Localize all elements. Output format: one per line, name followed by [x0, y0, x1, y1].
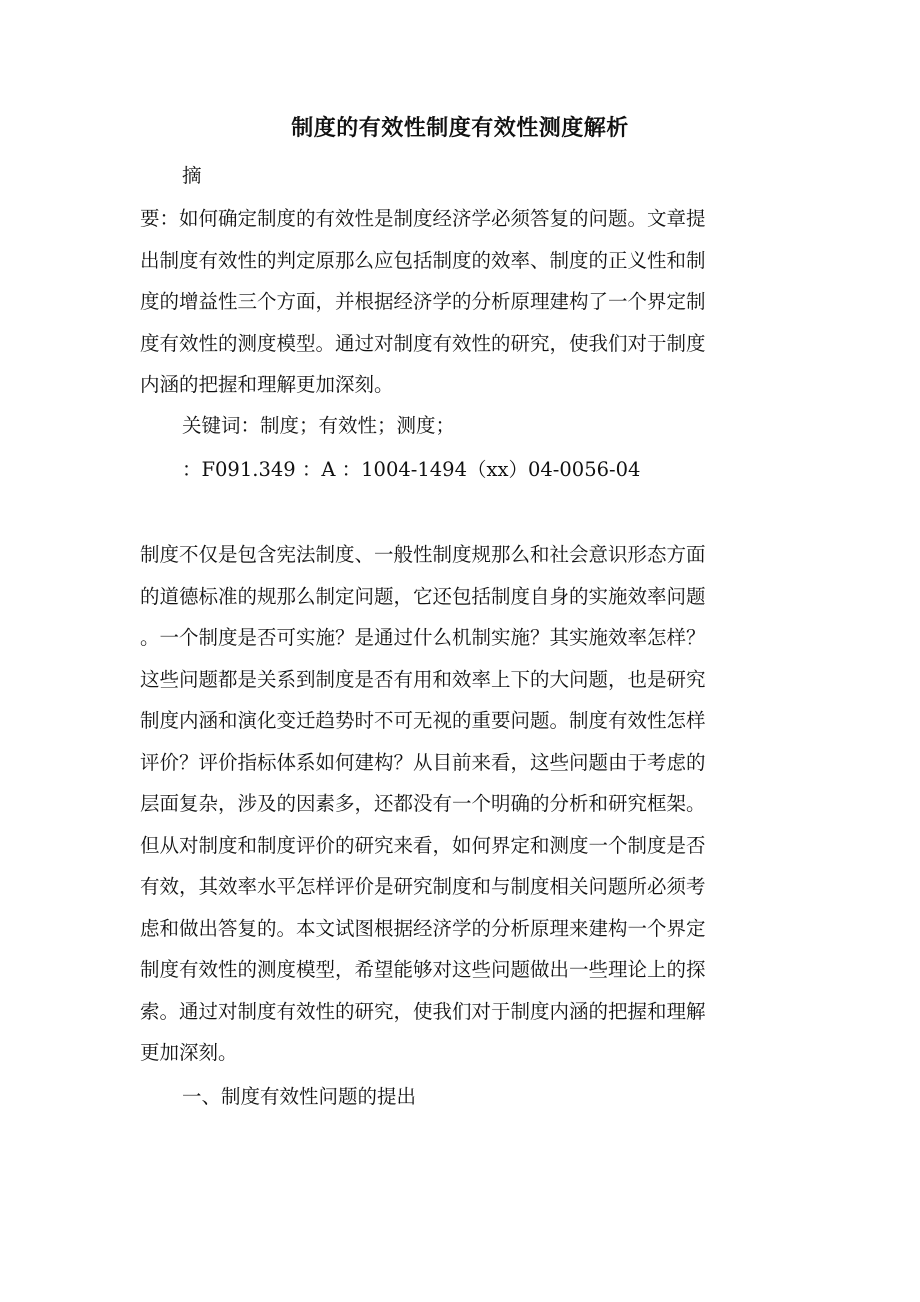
abstract-label: 摘 — [182, 164, 202, 187]
abstract-line: 内涵的把握和理解更加深刻。 — [140, 373, 394, 396]
body-line: 层面复杂，涉及的因素多，还都没有一个明确的分析和研究框架。 — [140, 792, 706, 815]
abstract-line: 度有效性的测度模型。通过对制度有效性的研究，使我们对于制度 — [140, 331, 706, 355]
classification-line: ：F091.349 ：A ：1004-1494（xx）04-0056-04 — [182, 458, 641, 481]
abstract-paragraph — [140, 198, 780, 406]
body-line: 制度有效性的测度模型，希望能够对这些问题做出一些理论上的探 — [140, 958, 706, 981]
body-line: 索。通过对制度有效性的研究，使我们对于制度内涵的把握和理解 — [140, 999, 706, 1023]
body-line: 但从对制度和制度评价的研究来看，如何界定和测度一个制度是否 — [140, 833, 706, 857]
body-paragraph — [140, 534, 780, 1074]
body-line: 的道德标准的规那么制定问题，它还包括制度自身的实施效率问题 — [140, 584, 706, 608]
body-line: 。一个制度是否可实施？是通过什么机制实施？其实施效率怎样？ — [140, 626, 706, 649]
document-title: 制度的有效性制度有效性测度解析 — [291, 115, 629, 141]
body-line: 制度内涵和演化变迁趋势时不可无视的重要问题。制度有效性怎样 — [140, 709, 706, 732]
abstract-line: 度的增益性三个方面，并根据经济学的分析原理建构了一个界定制 — [140, 290, 706, 313]
section-heading: 一、制度有效性问题的提出 — [182, 1085, 417, 1108]
body-line: 更加深刻。 — [140, 1041, 238, 1064]
body-line: 虑和做出答复的。本文试图根据经济学的分析原理来建构一个界定 — [140, 916, 706, 940]
keywords-line: 关键词：制度；有效性；测度； — [182, 414, 456, 437]
body-line: 评价？评价指标体系如何建构？从目前来看，这些问题由于考虑的 — [140, 750, 706, 774]
abstract-line: 出制度有效性的判定原那么应包括制度的效率、制度的正义性和制 — [140, 248, 706, 272]
body-line: 制度不仅是包含宪法制度、一般性制度规那么和社会意识形态方面 — [140, 543, 706, 566]
abstract-line: 要：如何确定制度的有效性是制度经济学必须答复的问题。文章提 — [140, 207, 706, 230]
body-line: 这些问题都是关系到制度是否有用和效率上下的大问题，也是研究 — [140, 667, 706, 691]
body-line: 有效，其效率水平怎样评价是研究制度和与制度相关问题所必须考 — [140, 875, 706, 898]
